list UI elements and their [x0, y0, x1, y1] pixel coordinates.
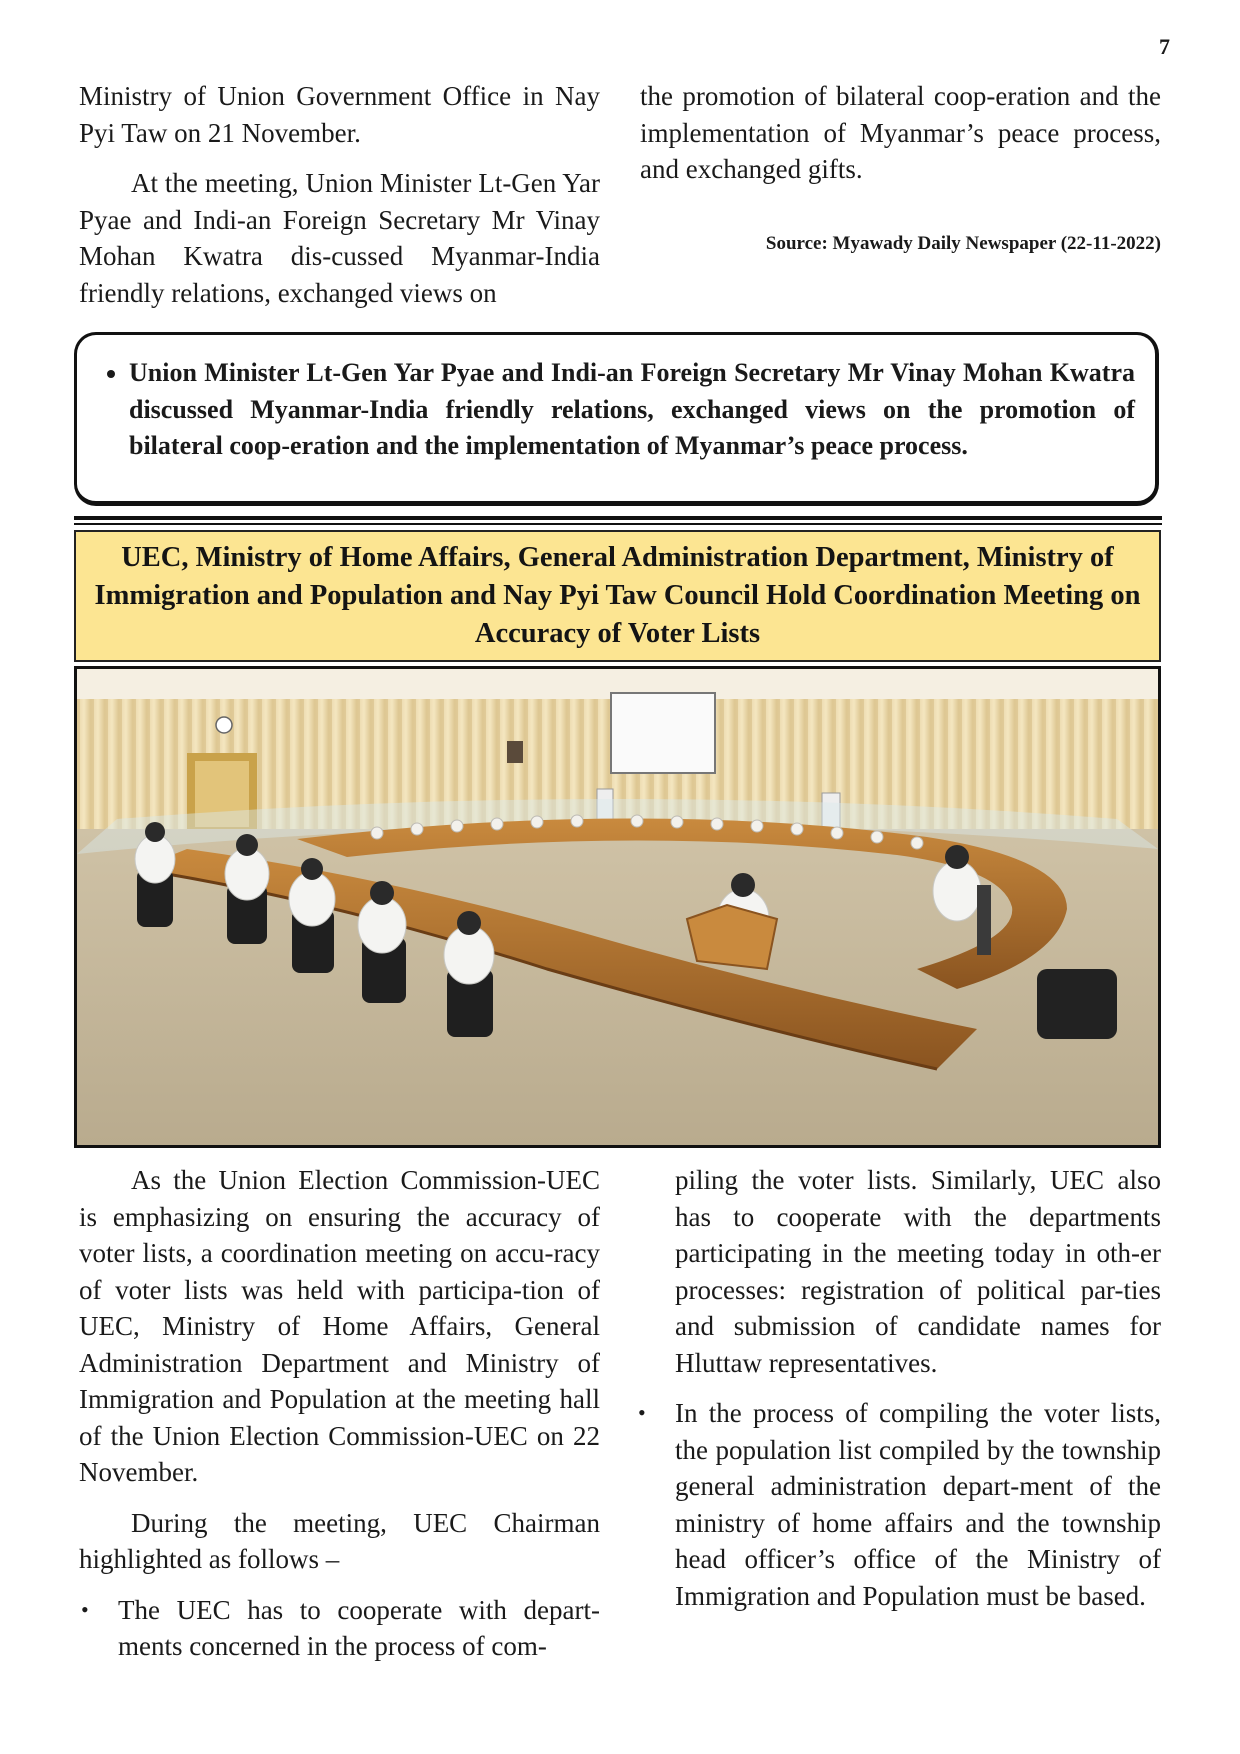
bullet-item: • The UEC has to cooperate with depart-ments concerned in the process of com- — [79, 1592, 600, 1665]
paragraph-continued: piling the voter lists. Similarly, UEC also has to cooperate with the departments participating in the meeting today in oth-er processes: registration of political par-ties and submission of candidate names for Hluttaw representatives. — [675, 1165, 1161, 1378]
paragraph: During the meeting, UEC Chairman highlighted as follows – — [79, 1507, 600, 1574]
paragraph: Ministry of Union Government Office in Nay Pyi Taw on 21 November. — [79, 81, 600, 148]
summary-bullet: • Union Minister Lt-Gen Yar Pyae and Indi-an Foreign Secretary Mr Vinay Mohan Kwatra discussed Myanmar-India friendly relations, exchanged views on the promotion of bilateral coop-eration and the implementation of Myanmar’s peace process. — [129, 355, 1135, 465]
source-credit: Source: Myawady Daily Newspaper (22-11-2022) — [765, 232, 1161, 254]
top-right-column — [640, 78, 1161, 256]
meeting-photo — [74, 666, 1161, 1148]
meeting-hall-illustration — [77, 669, 1158, 1145]
section-divider-thin — [74, 523, 1162, 525]
bottom-right-column — [675, 1162, 1161, 1614]
bullet-list — [79, 1592, 600, 1665]
top-left-column — [79, 78, 600, 311]
section-divider — [74, 516, 1162, 520]
article-headline: UEC, Ministry of Home Affairs, General Administration Department, Ministry of Immigration and Population and Nay Pyi Taw Council Hold Coordination Meeting on Accuracy of Voter Lists — [94, 542, 1141, 649]
paragraph: At the meeting, Union Minister Lt-Gen Yar Pyae and Indi-an Foreign Secretary Mr Vinay Mohan Kwatra dis-cussed Myanmar-India friendly relations, exchanged views on — [79, 168, 600, 308]
paragraph: the promotion of bilateral coop-eration and the implementation of Myanmar’s peace process, and exchanged gifts. — [640, 81, 1161, 184]
summary-box — [74, 332, 1159, 506]
bullet-item: • In the process of compiling the voter lists, the population list compiled by the township general administration depart-ment of the ministry of home affairs and the township head officer’s office of the Ministry of Immigration and Population must be based. — [636, 1395, 1161, 1614]
article-headline-banner — [74, 530, 1161, 662]
page-number: 7 — [1159, 34, 1170, 59]
bottom-left-column — [79, 1162, 600, 1665]
bullet-list — [636, 1395, 1161, 1614]
paragraph: As the Union Election Commission-UEC is emphasizing on ensuring the accuracy of voter lists, a coordination meeting on accu-racy of voter lists was held with participa-tion of UEC, Ministry of Home Affairs, General Administration Department and Ministry of Immigration and Population at the meeting hall of the Union Election Commission-UEC on 22 November. — [79, 1165, 600, 1487]
